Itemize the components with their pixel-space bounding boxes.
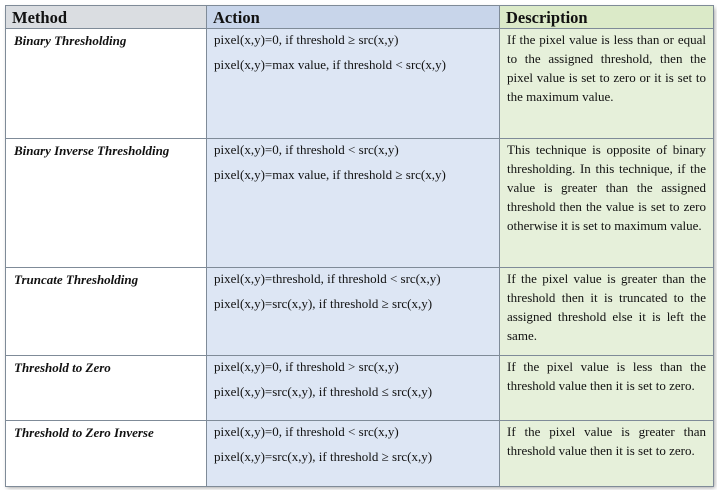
method-cell: Truncate Thresholding xyxy=(6,268,207,356)
action-formula: pixel(x,y)=src(x,y), if threshold ≥ src(x,y) xyxy=(214,449,433,464)
action-formula: pixel(x,y)=0, if threshold ≥ src(x,y) xyxy=(214,32,399,47)
table-row xyxy=(6,356,714,421)
action-formula: pixel(x,y)=0, if threshold > src(x,y) xyxy=(214,359,399,374)
action-formula: pixel(x,y)=threshold, if threshold < src(x,y) xyxy=(214,271,441,286)
action-formula: pixel(x,y)=src(x,y), if threshold ≥ src(x,y) xyxy=(214,296,433,311)
action-cell xyxy=(207,29,500,139)
table-row xyxy=(6,268,714,356)
action-cell xyxy=(207,421,500,487)
action-formula: pixel(x,y)=max value, if threshold < src(x,y) xyxy=(214,57,446,72)
description-cell: If the pixel value is less than or equal to the assigned threshold, then the pixel value is set to zero or it is set to the maximum value. xyxy=(500,29,714,139)
method-cell: Threshold to Zero Inverse xyxy=(6,421,207,487)
description-cell: If the pixel value is greater than threshold value then it is set to zero. xyxy=(500,421,714,487)
description-cell: If the pixel value is greater than the threshold then it is truncated to the assigned threshold else it is left the same. xyxy=(500,268,714,356)
header-method: Method xyxy=(6,6,207,29)
action-formula: pixel(x,y)=max value, if threshold ≥ src(x,y) xyxy=(214,167,446,182)
header-action: Action xyxy=(207,6,500,29)
action-cell xyxy=(207,268,500,356)
action-formula: pixel(x,y)=0, if threshold < src(x,y) xyxy=(214,424,399,439)
header-description: Description xyxy=(500,6,714,29)
table-row xyxy=(6,29,714,139)
thresholding-methods-table xyxy=(5,5,714,487)
header-row xyxy=(6,6,714,29)
thresholding-table-container xyxy=(5,5,713,485)
action-formula: pixel(x,y)=src(x,y), if threshold ≤ src(x,y) xyxy=(214,384,433,399)
method-cell: Binary Inverse Thresholding xyxy=(6,139,207,268)
method-cell: Binary Thresholding xyxy=(6,29,207,139)
description-cell: This technique is opposite of binary thresholding. In this technique, if the value is greater than the assigned threshold then the value is set to zero otherwise it is set to maximum value. xyxy=(500,139,714,268)
action-cell xyxy=(207,356,500,421)
action-cell xyxy=(207,139,500,268)
method-cell: Threshold to Zero xyxy=(6,356,207,421)
table-row xyxy=(6,421,714,487)
table-row xyxy=(6,139,714,268)
description-cell: If the pixel value is less than the threshold value then it is set to zero. xyxy=(500,356,714,421)
action-formula: pixel(x,y)=0, if threshold < src(x,y) xyxy=(214,142,399,157)
